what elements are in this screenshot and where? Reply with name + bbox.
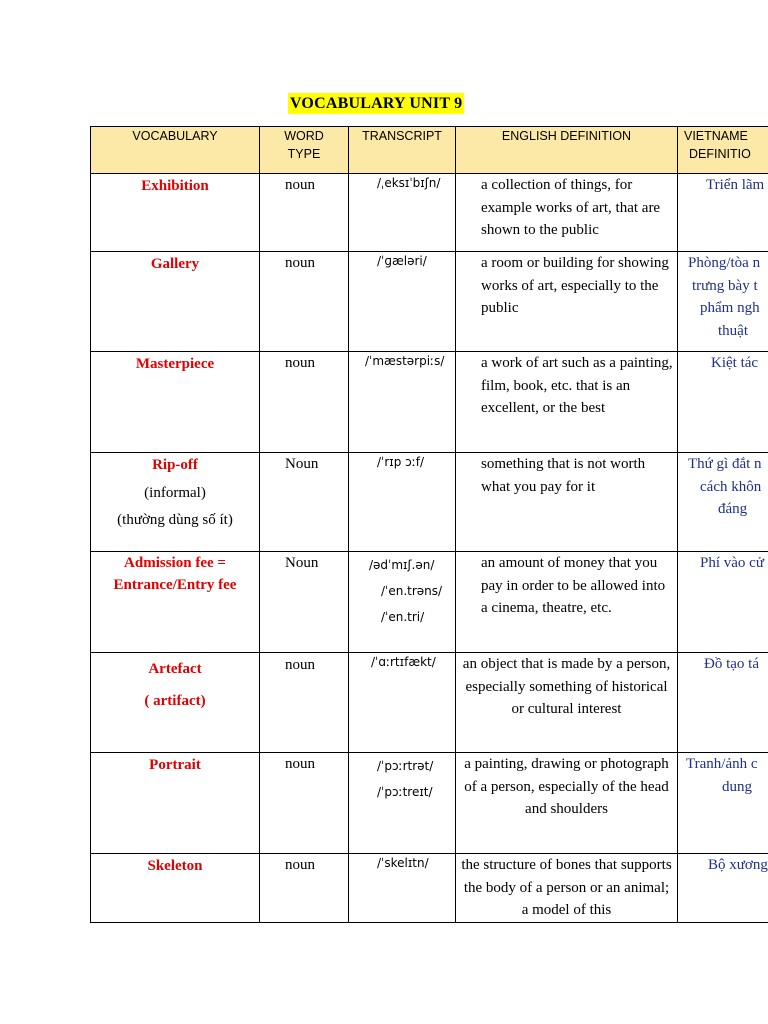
word-type: noun: [260, 252, 349, 352]
word-type: Noun: [260, 453, 349, 552]
header-transcript: TRANSCRIPT: [349, 127, 456, 174]
vietnamese-definition: Đồ tạo tá: [678, 653, 768, 753]
table-row: [91, 854, 768, 923]
word-type: Noun: [260, 552, 349, 653]
transcript: /ˈɑːrtɪfækt/: [349, 653, 456, 753]
page-title: VOCABULARY UNIT 9: [290, 95, 463, 112]
english-definition: an object that is made by a person, especially something of historical or cultural interest: [456, 653, 678, 753]
transcript: /ˈrɪp ɔːf/: [349, 453, 456, 552]
word-type: noun: [260, 653, 349, 753]
table-row: [91, 653, 768, 753]
transcript: /ˈmæstərpiːs/: [349, 352, 456, 453]
vocab-word: Gallery: [91, 252, 260, 352]
transcript: /ˈpɔːrtrət/ /ˈpɔːtreɪt/: [349, 753, 456, 854]
table-row: [91, 753, 768, 854]
english-definition: something that is not worth what you pay for it: [456, 453, 678, 552]
table-row: [91, 552, 768, 653]
vocab-word: Skeleton: [91, 854, 260, 923]
word-type: noun: [260, 352, 349, 453]
table-row: [91, 174, 768, 252]
header-english-definition: ENGLISH DEFINITION: [456, 127, 678, 174]
english-definition: a work of art such as a painting, film, book, etc. that is an excellent, or the best: [456, 352, 678, 453]
english-definition: the structure of bones that supports the body of a person or an animal; a model of this: [456, 854, 678, 923]
header-word-type: WORD TYPE: [260, 127, 349, 174]
vietnamese-definition: Thứ gì đắt n cách khôn đáng: [678, 453, 768, 552]
vietnamese-definition: Phòng/tòa n trưng bày t phẩm ngh thuật: [678, 252, 768, 352]
transcript: /ˌeksɪˈbɪʃn/: [349, 174, 456, 252]
header-vocabulary: VOCABULARY: [91, 127, 260, 174]
table-row: [91, 453, 768, 552]
transcript: /ˈskelɪtn/: [349, 854, 456, 923]
vocab-word: Portrait: [91, 753, 260, 854]
vietnamese-definition: Bộ xương: [678, 854, 768, 923]
transcript: /ədˈmɪʃ.ən/ /ˈen.trəns/ /ˈen.tri/: [349, 552, 456, 653]
vocab-word: Rip-off (informal) (thường dùng số ít): [91, 453, 260, 552]
word-type: noun: [260, 753, 349, 854]
header-vietnamese-definition: VIETNAME DEFINITIO: [678, 127, 768, 174]
table-row: [91, 252, 768, 352]
table-header-row: [91, 127, 768, 174]
vocab-word: Admission fee = Entrance/Entry fee: [91, 552, 260, 653]
english-definition: an amount of money that you pay in order to be allowed into a cinema, theatre, etc.: [456, 552, 678, 653]
english-definition: a room or building for showing works of art, especially to the public: [456, 252, 678, 352]
word-type: noun: [260, 174, 349, 252]
vietnamese-definition: Kiệt tác: [678, 352, 768, 453]
vietnamese-definition: Phí vào cử: [678, 552, 768, 653]
vocab-word: Artefact ( artifact): [91, 653, 260, 753]
vocab-word: Masterpiece: [91, 352, 260, 453]
vietnamese-definition: Tranh/ảnh c dung: [678, 753, 768, 854]
english-definition: a collection of things, for example works of art, that are shown to the public: [456, 174, 678, 252]
vietnamese-definition: Triển lãm: [678, 174, 768, 252]
table-row: [91, 352, 768, 453]
word-type: noun: [260, 854, 349, 923]
transcript: /ˈɡæləri/: [349, 252, 456, 352]
vocab-word: Exhibition: [91, 174, 260, 252]
english-definition: a painting, drawing or photograph of a person, especially of the head and shoulders: [456, 753, 678, 854]
vocabulary-table: [90, 126, 768, 923]
